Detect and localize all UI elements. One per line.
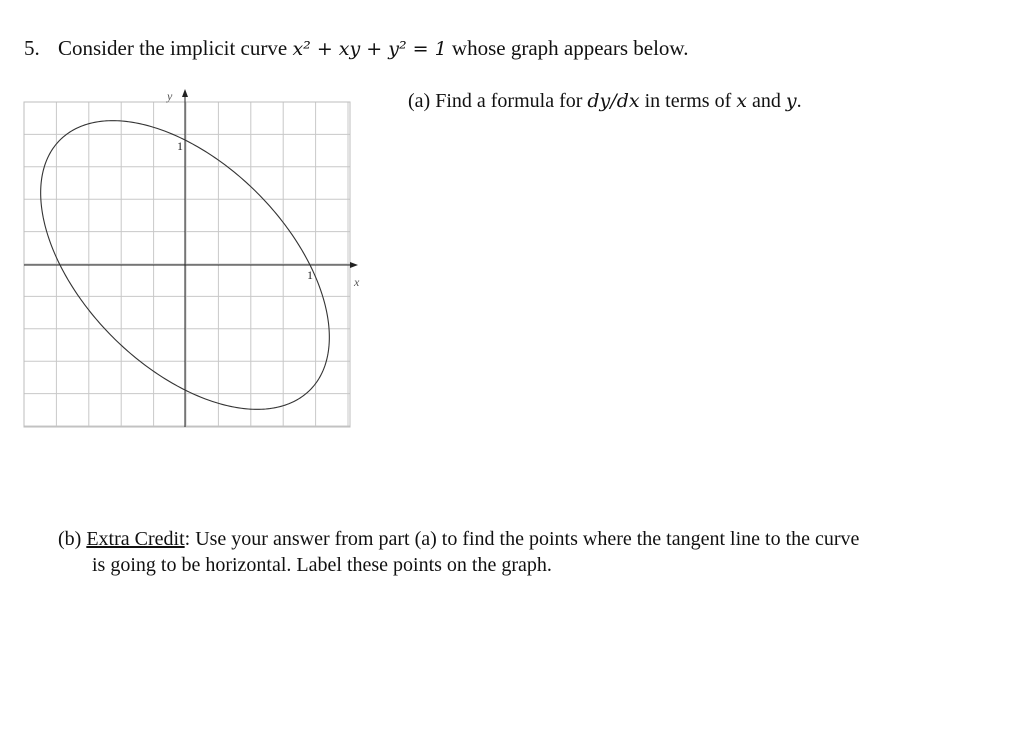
curve-graph: [18, 86, 358, 430]
y-axis-arrow: [182, 89, 188, 97]
problem-intro: Consider the implicit curve: [58, 36, 293, 60]
x-axis-arrow: [350, 262, 358, 268]
part-b-question: [58, 526, 998, 578]
part-a-var-y: y: [785, 90, 797, 112]
part-a-text-before: Find a formula for: [435, 90, 588, 112]
part-a-text-middle: in terms of: [639, 90, 737, 112]
x-tick-label: 1: [307, 268, 313, 282]
part-a-var-x: x: [736, 90, 747, 112]
part-b-label: (b): [58, 528, 82, 550]
part-a-derivative: dy/dx: [587, 90, 640, 112]
curve-equation: x² + xy + y² = 1: [292, 38, 447, 60]
part-b-line1: : Use your answer from part (a) to find the points where the tangent line to the curve: [184, 528, 860, 550]
part-a-label: (a): [408, 90, 431, 112]
part-b-line2: is going to be horizontal. Label these points on the graph.: [92, 554, 552, 576]
part-a-question: [408, 90, 802, 113]
x-axis-label: x: [354, 275, 360, 289]
problem-statement: [24, 36, 688, 61]
problem-number: 5.: [24, 36, 40, 60]
extra-credit-label: Extra Credit: [86, 528, 185, 550]
y-tick-label: 1: [177, 139, 183, 153]
problem-trailing: whose graph appears below.: [446, 36, 689, 60]
part-a-text-and: and: [746, 90, 786, 112]
y-axis-label: y: [167, 89, 173, 103]
part-a-text-end: .: [796, 90, 802, 112]
